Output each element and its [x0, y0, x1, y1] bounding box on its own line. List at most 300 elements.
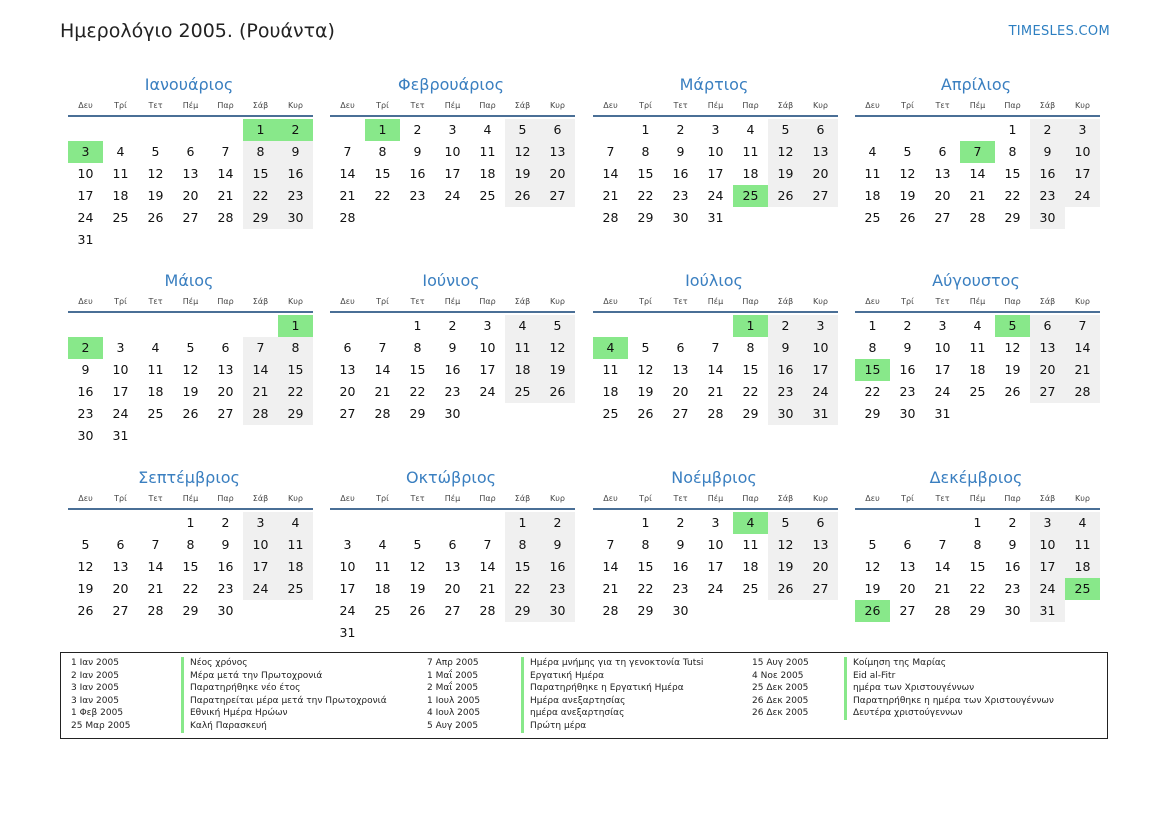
day-cell[interactable]: 18 — [602, 384, 619, 399]
day-cell[interactable]: 10 — [934, 340, 951, 355]
day-cell[interactable]: 25 — [969, 384, 986, 399]
day-cell[interactable]: 20 — [934, 188, 951, 203]
day-cell[interactable]: 28 — [217, 210, 234, 225]
day-cell[interactable]: 5 — [868, 537, 877, 552]
weekend-day[interactable]: 30 — [278, 207, 313, 229]
day-cell[interactable]: 29 — [637, 210, 654, 225]
day-cell[interactable]: 26 — [182, 406, 199, 421]
weekend-day[interactable]: 31 — [1030, 600, 1065, 622]
day-cell[interactable]: 24 — [77, 210, 94, 225]
weekend-day[interactable]: 25 — [278, 578, 313, 600]
day-cell[interactable]: 3 — [711, 122, 720, 137]
weekend-day[interactable]: 26 — [540, 381, 575, 403]
day-cell[interactable]: 8 — [378, 144, 387, 159]
weekend-day[interactable]: 30 — [768, 403, 803, 425]
day-cell[interactable]: 12 — [864, 559, 881, 574]
day-cell[interactable]: 14 — [969, 166, 986, 181]
day-cell[interactable]: 6 — [938, 144, 947, 159]
day-cell[interactable]: 19 — [864, 581, 881, 596]
day-cell[interactable]: 19 — [409, 581, 426, 596]
day-cell[interactable]: 24 — [479, 384, 496, 399]
holiday-day[interactable]: 1 — [278, 315, 313, 337]
day-cell[interactable]: 15 — [182, 559, 199, 574]
day-cell[interactable]: 25 — [742, 581, 759, 596]
day-cell[interactable]: 26 — [899, 210, 916, 225]
weekend-day[interactable]: 21 — [243, 381, 278, 403]
day-cell[interactable]: 23 — [672, 581, 689, 596]
day-cell[interactable]: 22 — [374, 188, 391, 203]
day-cell[interactable]: 18 — [742, 166, 759, 181]
day-cell[interactable]: 14 — [602, 559, 619, 574]
weekend-day[interactable]: 5 — [768, 119, 803, 141]
day-cell[interactable]: 15 — [409, 362, 426, 377]
weekend-day[interactable]: 26 — [505, 185, 540, 207]
weekend-day[interactable]: 4 — [505, 315, 540, 337]
holiday-day[interactable]: 5 — [995, 315, 1030, 337]
day-cell[interactable]: 28 — [602, 210, 619, 225]
weekend-day[interactable]: 5 — [768, 512, 803, 534]
day-cell[interactable]: 23 — [77, 406, 94, 421]
day-cell[interactable]: 2 — [903, 318, 912, 333]
weekend-day[interactable]: 9 — [278, 141, 313, 163]
day-cell[interactable]: 31 — [934, 406, 951, 421]
weekend-day[interactable]: 20 — [1030, 359, 1065, 381]
day-cell[interactable]: 16 — [409, 166, 426, 181]
day-cell[interactable]: 11 — [602, 362, 619, 377]
day-cell[interactable]: 11 — [479, 144, 496, 159]
day-cell[interactable]: 21 — [147, 581, 164, 596]
day-cell[interactable]: 4 — [378, 537, 387, 552]
day-cell[interactable]: 29 — [969, 603, 986, 618]
day-cell[interactable]: 21 — [969, 188, 986, 203]
day-cell[interactable]: 11 — [969, 340, 986, 355]
weekend-day[interactable]: 2 — [1030, 119, 1065, 141]
day-cell[interactable]: 29 — [1004, 210, 1021, 225]
weekend-day[interactable]: 1 — [505, 512, 540, 534]
day-cell[interactable]: 6 — [186, 144, 195, 159]
holiday-day[interactable]: 1 — [243, 119, 278, 141]
day-cell[interactable]: 8 — [641, 537, 650, 552]
day-cell[interactable]: 14 — [479, 559, 496, 574]
weekend-day[interactable]: 6 — [1030, 315, 1065, 337]
day-cell[interactable]: 13 — [899, 559, 916, 574]
day-cell[interactable]: 6 — [343, 340, 352, 355]
day-cell[interactable]: 8 — [186, 537, 195, 552]
day-cell[interactable]: 9 — [221, 537, 230, 552]
weekend-day[interactable]: 17 — [1065, 163, 1100, 185]
day-cell[interactable]: 31 — [707, 210, 724, 225]
weekend-day[interactable]: 18 — [1065, 556, 1100, 578]
day-cell[interactable]: 5 — [81, 537, 90, 552]
weekend-day[interactable]: 3 — [803, 315, 838, 337]
day-cell[interactable]: 4 — [868, 144, 877, 159]
day-cell[interactable]: 16 — [444, 362, 461, 377]
day-cell[interactable]: 8 — [641, 144, 650, 159]
day-cell[interactable]: 10 — [444, 144, 461, 159]
day-cell[interactable]: 14 — [339, 166, 356, 181]
weekend-day[interactable]: 19 — [768, 163, 803, 185]
day-cell[interactable]: 19 — [147, 188, 164, 203]
day-cell[interactable]: 12 — [899, 166, 916, 181]
day-cell[interactable]: 1 — [641, 515, 650, 530]
day-cell[interactable]: 27 — [444, 603, 461, 618]
weekend-day[interactable]: 24 — [243, 578, 278, 600]
weekend-day[interactable]: 29 — [505, 600, 540, 622]
holiday-day[interactable]: 2 — [278, 119, 313, 141]
weekend-day[interactable]: 7 — [243, 337, 278, 359]
day-cell[interactable]: 11 — [864, 166, 881, 181]
day-cell[interactable]: 7 — [343, 144, 352, 159]
holiday-day[interactable]: 1 — [733, 315, 768, 337]
day-cell[interactable]: 6 — [116, 537, 125, 552]
day-cell[interactable]: 7 — [606, 537, 615, 552]
day-cell[interactable]: 25 — [479, 188, 496, 203]
day-cell[interactable]: 5 — [151, 144, 160, 159]
day-cell[interactable]: 2 — [448, 318, 457, 333]
day-cell[interactable]: 10 — [77, 166, 94, 181]
weekend-day[interactable]: 20 — [803, 556, 838, 578]
weekend-day[interactable]: 13 — [803, 534, 838, 556]
weekend-day[interactable]: 10 — [803, 337, 838, 359]
weekend-day[interactable]: 22 — [278, 381, 313, 403]
day-cell[interactable]: 6 — [221, 340, 230, 355]
day-cell[interactable]: 6 — [448, 537, 457, 552]
day-cell[interactable]: 16 — [672, 559, 689, 574]
holiday-day[interactable]: 1 — [365, 119, 400, 141]
day-cell[interactable]: 13 — [112, 559, 129, 574]
day-cell[interactable]: 12 — [77, 559, 94, 574]
day-cell[interactable]: 8 — [746, 340, 755, 355]
day-cell[interactable]: 28 — [969, 210, 986, 225]
day-cell[interactable]: 26 — [77, 603, 94, 618]
weekend-day[interactable]: 26 — [768, 578, 803, 600]
day-cell[interactable]: 2 — [221, 515, 230, 530]
day-cell[interactable]: 22 — [864, 384, 881, 399]
weekend-day[interactable]: 27 — [540, 185, 575, 207]
weekend-day[interactable]: 24 — [1030, 578, 1065, 600]
day-cell[interactable]: 4 — [116, 144, 125, 159]
day-cell[interactable]: 15 — [969, 559, 986, 574]
day-cell[interactable]: 9 — [676, 144, 685, 159]
weekend-day[interactable]: 23 — [768, 381, 803, 403]
day-cell[interactable]: 25 — [112, 210, 129, 225]
weekend-day[interactable]: 11 — [278, 534, 313, 556]
weekend-day[interactable]: 13 — [540, 141, 575, 163]
day-cell[interactable]: 17 — [707, 166, 724, 181]
day-cell[interactable]: 15 — [1004, 166, 1021, 181]
day-cell[interactable]: 22 — [969, 581, 986, 596]
weekend-day[interactable]: 16 — [540, 556, 575, 578]
day-cell[interactable]: 11 — [147, 362, 164, 377]
day-cell[interactable]: 28 — [339, 210, 356, 225]
holiday-day[interactable]: 3 — [68, 141, 103, 163]
weekend-day[interactable]: 17 — [803, 359, 838, 381]
day-cell[interactable]: 13 — [444, 559, 461, 574]
brand-link[interactable]: TIMESLES.COM — [1008, 24, 1110, 39]
weekend-day[interactable]: 4 — [278, 512, 313, 534]
day-cell[interactable]: 18 — [147, 384, 164, 399]
day-cell[interactable]: 24 — [444, 188, 461, 203]
day-cell[interactable]: 30 — [217, 603, 234, 618]
day-cell[interactable]: 19 — [637, 384, 654, 399]
day-cell[interactable]: 10 — [707, 144, 724, 159]
day-cell[interactable]: 9 — [448, 340, 457, 355]
day-cell[interactable]: 12 — [409, 559, 426, 574]
holiday-day[interactable]: 25 — [733, 185, 768, 207]
day-cell[interactable]: 11 — [374, 559, 391, 574]
weekend-day[interactable]: 16 — [278, 163, 313, 185]
day-cell[interactable]: 20 — [182, 188, 199, 203]
day-cell[interactable]: 17 — [77, 188, 94, 203]
day-cell[interactable]: 19 — [182, 384, 199, 399]
day-cell[interactable]: 28 — [934, 603, 951, 618]
weekend-day[interactable]: 11 — [505, 337, 540, 359]
weekend-day[interactable]: 8 — [243, 141, 278, 163]
day-cell[interactable]: 21 — [602, 188, 619, 203]
day-cell[interactable]: 25 — [864, 210, 881, 225]
weekend-day[interactable]: 14 — [1065, 337, 1100, 359]
day-cell[interactable]: 20 — [217, 384, 234, 399]
day-cell[interactable]: 7 — [151, 537, 160, 552]
weekend-day[interactable]: 26 — [768, 185, 803, 207]
day-cell[interactable]: 30 — [1004, 603, 1021, 618]
weekend-day[interactable]: 16 — [1030, 163, 1065, 185]
day-cell[interactable]: 8 — [1008, 144, 1017, 159]
day-cell[interactable]: 26 — [1004, 384, 1021, 399]
weekend-day[interactable]: 16 — [768, 359, 803, 381]
weekend-day[interactable]: 11 — [1065, 534, 1100, 556]
day-cell[interactable]: 16 — [672, 166, 689, 181]
day-cell[interactable]: 1 — [868, 318, 877, 333]
day-cell[interactable]: 22 — [637, 581, 654, 596]
day-cell[interactable]: 22 — [1004, 188, 1021, 203]
day-cell[interactable]: 25 — [374, 603, 391, 618]
day-cell[interactable]: 6 — [676, 340, 685, 355]
day-cell[interactable]: 7 — [221, 144, 230, 159]
day-cell[interactable]: 26 — [409, 603, 426, 618]
weekend-day[interactable]: 19 — [540, 359, 575, 381]
day-cell[interactable]: 3 — [711, 515, 720, 530]
weekend-day[interactable]: 5 — [540, 315, 575, 337]
weekend-day[interactable]: 15 — [505, 556, 540, 578]
day-cell[interactable]: 14 — [934, 559, 951, 574]
day-cell[interactable]: 15 — [742, 362, 759, 377]
weekend-day[interactable]: 3 — [1030, 512, 1065, 534]
day-cell[interactable]: 29 — [637, 603, 654, 618]
day-cell[interactable]: 25 — [147, 406, 164, 421]
day-cell[interactable]: 17 — [444, 166, 461, 181]
day-cell[interactable]: 3 — [343, 537, 352, 552]
holiday-day[interactable]: 4 — [593, 337, 628, 359]
day-cell[interactable]: 27 — [182, 210, 199, 225]
day-cell[interactable]: 24 — [339, 603, 356, 618]
weekend-day[interactable]: 19 — [768, 556, 803, 578]
day-cell[interactable]: 9 — [413, 144, 422, 159]
weekend-day[interactable]: 3 — [1065, 119, 1100, 141]
day-cell[interactable]: 12 — [147, 166, 164, 181]
day-cell[interactable]: 14 — [602, 166, 619, 181]
day-cell[interactable]: 24 — [112, 406, 129, 421]
day-cell[interactable]: 9 — [1008, 537, 1017, 552]
weekend-day[interactable]: 20 — [803, 163, 838, 185]
day-cell[interactable]: 10 — [479, 340, 496, 355]
day-cell[interactable]: 4 — [973, 318, 982, 333]
weekend-day[interactable]: 28 — [1065, 381, 1100, 403]
day-cell[interactable]: 9 — [81, 362, 90, 377]
day-cell[interactable]: 12 — [1004, 340, 1021, 355]
weekend-day[interactable]: 12 — [768, 534, 803, 556]
day-cell[interactable]: 27 — [899, 603, 916, 618]
weekend-day[interactable]: 9 — [540, 534, 575, 556]
day-cell[interactable]: 21 — [217, 188, 234, 203]
day-cell[interactable]: 5 — [413, 537, 422, 552]
day-cell[interactable]: 17 — [339, 581, 356, 596]
day-cell[interactable]: 14 — [217, 166, 234, 181]
weekend-day[interactable]: 6 — [803, 119, 838, 141]
weekend-day[interactable]: 10 — [243, 534, 278, 556]
day-cell[interactable]: 20 — [444, 581, 461, 596]
day-cell[interactable]: 30 — [444, 406, 461, 421]
day-cell[interactable]: 20 — [899, 581, 916, 596]
day-cell[interactable]: 4 — [483, 122, 492, 137]
day-cell[interactable]: 27 — [112, 603, 129, 618]
weekend-day[interactable]: 24 — [1065, 185, 1100, 207]
day-cell[interactable]: 18 — [479, 166, 496, 181]
day-cell[interactable]: 4 — [746, 122, 755, 137]
day-cell[interactable]: 18 — [742, 559, 759, 574]
weekend-day[interactable]: 9 — [1030, 141, 1065, 163]
weekend-day[interactable]: 3 — [243, 512, 278, 534]
day-cell[interactable]: 15 — [637, 559, 654, 574]
day-cell[interactable]: 19 — [899, 188, 916, 203]
day-cell[interactable]: 8 — [973, 537, 982, 552]
day-cell[interactable]: 21 — [707, 384, 724, 399]
day-cell[interactable]: 6 — [903, 537, 912, 552]
holiday-day[interactable]: 25 — [1065, 578, 1100, 600]
weekend-day[interactable]: 27 — [1030, 381, 1065, 403]
day-cell[interactable]: 11 — [112, 166, 129, 181]
day-cell[interactable]: 28 — [602, 603, 619, 618]
day-cell[interactable]: 31 — [77, 232, 94, 247]
holiday-day[interactable]: 4 — [733, 512, 768, 534]
weekend-day[interactable]: 13 — [803, 141, 838, 163]
day-cell[interactable]: 9 — [903, 340, 912, 355]
weekend-day[interactable]: 5 — [505, 119, 540, 141]
weekend-day[interactable]: 23 — [540, 578, 575, 600]
day-cell[interactable]: 12 — [637, 362, 654, 377]
day-cell[interactable]: 18 — [374, 581, 391, 596]
weekend-day[interactable]: 27 — [803, 578, 838, 600]
day-cell[interactable]: 10 — [707, 537, 724, 552]
day-cell[interactable]: 16 — [217, 559, 234, 574]
weekend-day[interactable]: 8 — [505, 534, 540, 556]
weekend-day[interactable]: 20 — [540, 163, 575, 185]
day-cell[interactable]: 16 — [77, 384, 94, 399]
day-cell[interactable]: 2 — [413, 122, 422, 137]
weekend-day[interactable]: 18 — [278, 556, 313, 578]
weekend-day[interactable]: 9 — [768, 337, 803, 359]
day-cell[interactable]: 28 — [707, 406, 724, 421]
weekend-day[interactable]: 6 — [540, 119, 575, 141]
weekend-day[interactable]: 15 — [278, 359, 313, 381]
day-cell[interactable]: 1 — [186, 515, 195, 530]
day-cell[interactable]: 3 — [448, 122, 457, 137]
day-cell[interactable]: 1 — [413, 318, 422, 333]
day-cell[interactable]: 21 — [479, 581, 496, 596]
day-cell[interactable]: 24 — [707, 188, 724, 203]
day-cell[interactable]: 10 — [112, 362, 129, 377]
holiday-day[interactable]: 2 — [68, 337, 103, 359]
weekend-day[interactable]: 12 — [505, 141, 540, 163]
day-cell[interactable]: 1 — [641, 122, 650, 137]
day-cell[interactable]: 27 — [672, 406, 689, 421]
day-cell[interactable]: 15 — [374, 166, 391, 181]
day-cell[interactable]: 28 — [147, 603, 164, 618]
day-cell[interactable]: 2 — [676, 122, 685, 137]
day-cell[interactable]: 15 — [637, 166, 654, 181]
day-cell[interactable]: 14 — [374, 362, 391, 377]
day-cell[interactable]: 19 — [77, 581, 94, 596]
day-cell[interactable]: 20 — [112, 581, 129, 596]
day-cell[interactable]: 13 — [934, 166, 951, 181]
weekend-day[interactable]: 23 — [278, 185, 313, 207]
day-cell[interactable]: 25 — [602, 406, 619, 421]
holiday-day[interactable]: 7 — [960, 141, 995, 163]
weekend-day[interactable]: 30 — [1030, 207, 1065, 229]
day-cell[interactable]: 28 — [479, 603, 496, 618]
day-cell[interactable]: 27 — [339, 406, 356, 421]
day-cell[interactable]: 1 — [1008, 122, 1017, 137]
day-cell[interactable]: 5 — [186, 340, 195, 355]
weekend-day[interactable]: 6 — [803, 512, 838, 534]
day-cell[interactable]: 14 — [707, 362, 724, 377]
weekend-day[interactable]: 4 — [1065, 512, 1100, 534]
day-cell[interactable]: 30 — [899, 406, 916, 421]
weekend-day[interactable]: 17 — [1030, 556, 1065, 578]
day-cell[interactable]: 18 — [969, 362, 986, 377]
weekend-day[interactable]: 28 — [243, 403, 278, 425]
day-cell[interactable]: 2 — [1008, 515, 1017, 530]
day-cell[interactable]: 13 — [182, 166, 199, 181]
day-cell[interactable]: 26 — [147, 210, 164, 225]
weekend-day[interactable]: 12 — [768, 141, 803, 163]
weekend-day[interactable]: 13 — [1030, 337, 1065, 359]
day-cell[interactable]: 11 — [742, 144, 759, 159]
day-cell[interactable]: 23 — [444, 384, 461, 399]
weekend-day[interactable]: 21 — [1065, 359, 1100, 381]
weekend-day[interactable]: 14 — [243, 359, 278, 381]
day-cell[interactable]: 16 — [899, 362, 916, 377]
day-cell[interactable]: 3 — [938, 318, 947, 333]
day-cell[interactable]: 23 — [1004, 581, 1021, 596]
day-cell[interactable]: 29 — [742, 406, 759, 421]
day-cell[interactable]: 21 — [602, 581, 619, 596]
day-cell[interactable]: 22 — [182, 581, 199, 596]
weekend-day[interactable]: 30 — [540, 600, 575, 622]
day-cell[interactable]: 7 — [606, 144, 615, 159]
weekend-day[interactable]: 31 — [803, 403, 838, 425]
day-cell[interactable]: 1 — [973, 515, 982, 530]
day-cell[interactable]: 31 — [112, 428, 129, 443]
day-cell[interactable]: 9 — [676, 537, 685, 552]
day-cell[interactable]: 27 — [934, 210, 951, 225]
day-cell[interactable]: 19 — [1004, 362, 1021, 377]
day-cell[interactable]: 27 — [217, 406, 234, 421]
day-cell[interactable]: 13 — [217, 362, 234, 377]
day-cell[interactable]: 7 — [711, 340, 720, 355]
day-cell[interactable]: 16 — [1004, 559, 1021, 574]
day-cell[interactable]: 7 — [483, 537, 492, 552]
